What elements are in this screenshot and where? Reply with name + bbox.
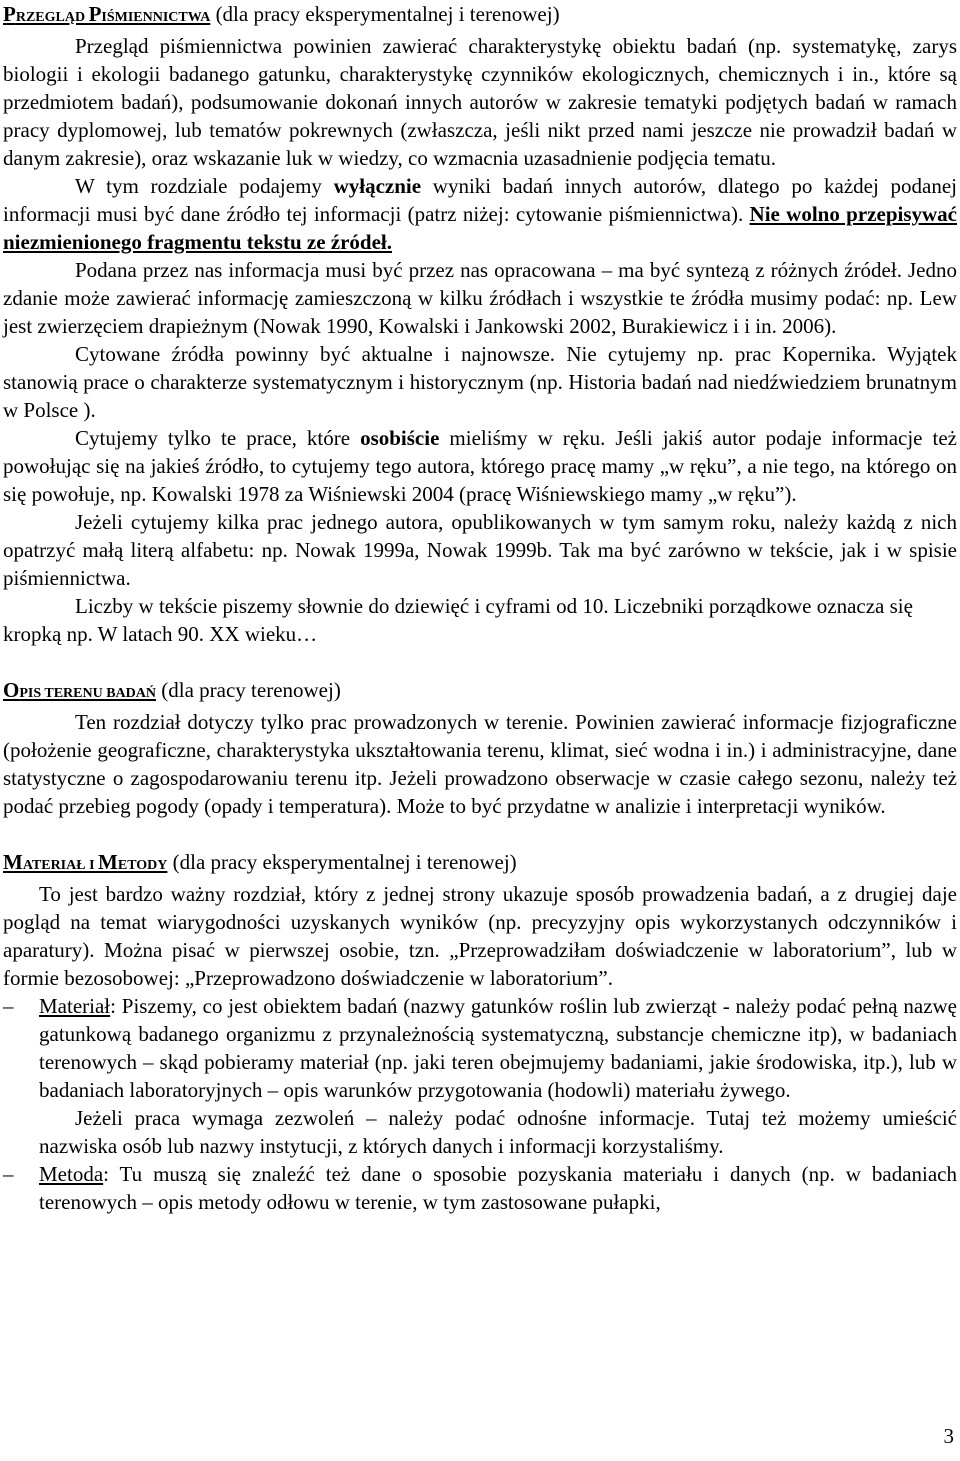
paragraph: To jest bardzo ważny rozdział, który z jednej strony ukazuje sposób prowadzenia badań, a z drugiej daje pogląd na temat wiarygodności uzyskanych wyników (np. precyzyjny opis wykorzystanych odczynników i aparatury). Można pisać w pierwszej osobie, tzn. „Przeprowadziłam doświadczenie w laboratorium”, lub w formie bezosobowej: „Przeprowadzono doświadczenie w laboratorium”. (3, 882, 957, 990)
page-number: 3 (943, 1424, 954, 1448)
document-page (3, 0, 957, 1216)
section-heading-literature: PRZEGLĄD PIŚMIENNICTWA (dla pracy eksperymentalnej i terenowej) (3, 2, 560, 26)
section-heading-study-area: OPIS TERENU BADAŃ (dla pracy terenowej) (3, 678, 341, 702)
paragraph: W tym rozdziale podajemy wyłącznie wyniki badań innych autorów, dlatego po każdej podanej informacji musi być dane źródło tej informacji (patrz niżej: cytowanie piśmiennictwa). Nie wolno przepisywać niezmienionego fragmentu tekstu ze źródeł. (3, 174, 957, 254)
paragraph: Podana przez nas informacja musi być przez nas opracowana – ma być syntezą z różnych źródeł. Jedno zdanie może zawierać informację zamieszczoną w kilku źródłach i wszystkie te źródła musimy podać: np. Lew jest zwierzęciem drapieżnym (Nowak 1990, Kowalski i Jankowski 2002, Burakiewicz i i in. 2006). (3, 258, 957, 338)
list-item-method: – Metoda: Tu muszą się znaleźć też dane o sposobie pozyskania materiału i danych (np. w badaniach terenowych – opis metody odłowu w terenie, w tym zastosowane pułapki, (3, 1162, 957, 1214)
list-item-material: – Materiał: Piszemy, co jest obiektem badań (nazwy gatunków roślin lub zwierząt - należy podać pełną nazwę gatunkową badanego organizmu z przynależnością systematyczną, substancje chemiczne itp), w badaniach terenowych – skąd pobieramy materiał (np. jaki teren obejmujemy badaniami, jakie środowiska, itp.), lub w badaniach laboratoryjnych – opis warunków przygotowania (hodowli) materiału żywego. Jeżeli praca wymaga zezwoleń – należy podać odnośne informacje. Tutaj też możemy umieścić nazwiska osób lub nazwy instytucji, z których danych i informacji korzystaliśmy. (3, 994, 957, 1158)
paragraph: Liczby w tekście piszemy słownie do dziewięć i cyframi od 10. Liczebniki porządkowe oznacza się kropką np. W latach 90. XX wieku… (3, 594, 913, 646)
section-heading-methods: MATERIAŁ I METODY (dla pracy eksperymentalnej i terenowej) (3, 850, 517, 874)
paragraph: Jeżeli cytujemy kilka prac jednego autora, opublikowanych w tym samym roku, należy każdą z nich opatrzyć małą literą alfabetu: np. Nowak 1999a, Nowak 1999b. Tak ma być zarówno w tekście, jak i w spisie piśmiennictwa. (3, 510, 957, 590)
paragraph: Przegląd piśmiennictwa powinien zawierać charakterystykę obiektu badań (np. systematykę, zarys biologii i ekologii badanego gatunku, charakterystykę czynników ekologicznych, chemicznych i in., które są przedmiotem badań), podsumowanie dokonań innych autorów w zakresie tematyki podjętych badań w ramach pracy dyplomowej, lub tematów pokrewnych (zwłaszcza, jeśli nikt przed nami jeszcze nie prowadził badań w danym zakresie), oraz wskazanie luk w wiedzy, co wzmacnia uzasadnienie podjęcia tematu. (3, 34, 957, 170)
paragraph: Cytowane źródła powinny być aktualne i najnowsze. Nie cytujemy np. prac Kopernika. Wyjątek stanowią prace o charakterze systematycznym i historycznym (np. Historia badań nad niedźwiedziem brunatnym w Polsce ). (3, 342, 957, 422)
paragraph: Cytujemy tylko te prace, które osobiście mieliśmy w ręku. Jeśli jakiś autor podaje informacje też powołując się na jakieś źródło, to cytujemy tego autora, którego pracę mamy „w ręku”, a nie tego, na którego on się powołuje, np. Kowalski 1978 za Wiśniewski 2004 (pracę Wiśniewskiego mamy „w ręku”). (3, 426, 957, 506)
warning-text: Nie wolno przepisywać niezmienionego fragmentu tekstu ze źródeł. (3, 202, 957, 254)
paragraph: Ten rozdział dotyczy tylko prac prowadzonych w terenie. Powinien zawierać informacje fizjograficzne (położenie geograficzne, charakterystyka ukształtowania terenu, klimat, sieć wodna i in.) i administracyjne, dane statystyczne o zagospodarowaniu terenu itp. Jeżeli prowadzono obserwacje w czasie całego sezonu, należy też podać przebieg pogody (opady i temperatura). Może to być przydatne w analizie i interpretacji wyników. (3, 710, 957, 818)
